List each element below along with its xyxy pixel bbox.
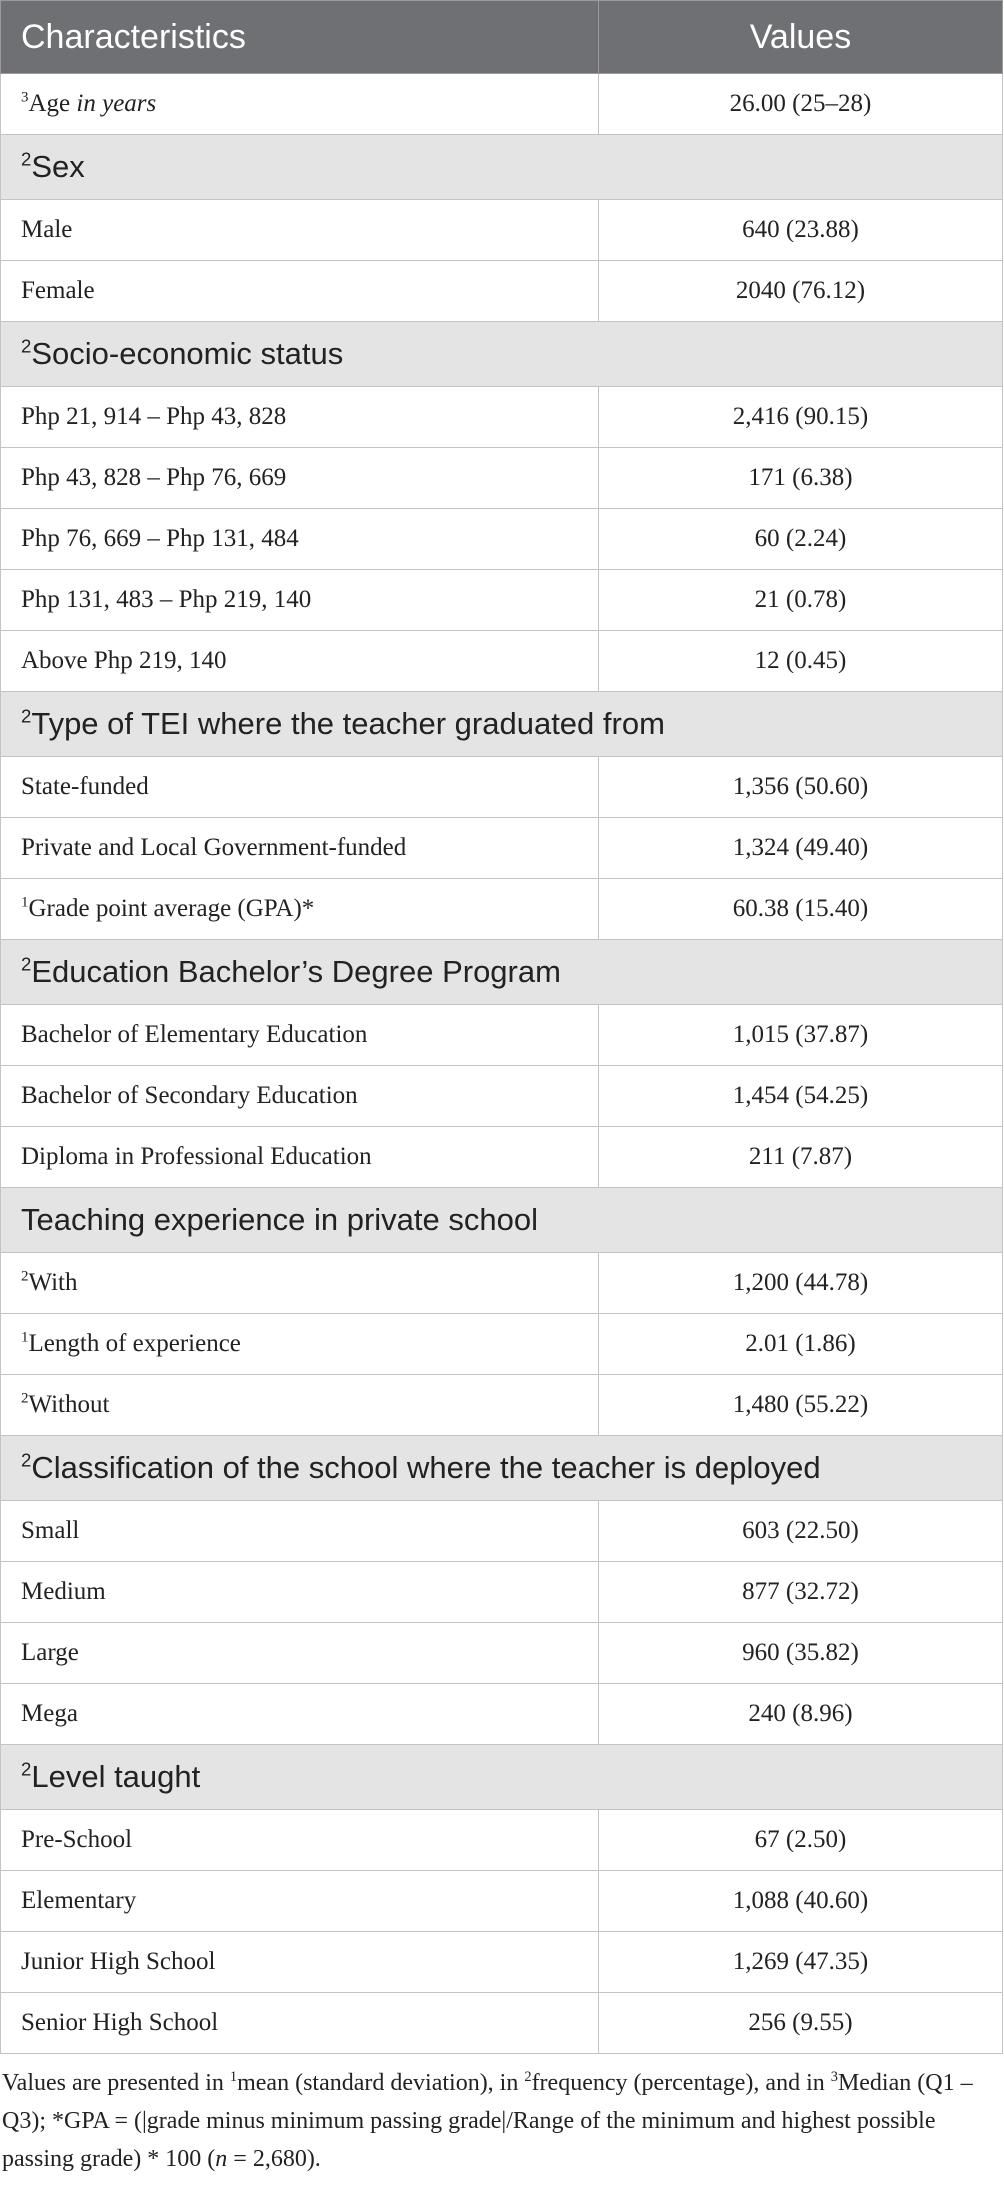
value-cell: 603 (22.50) [599, 1501, 1003, 1562]
value-cell: 12 (0.45) [599, 631, 1003, 692]
table-row [1, 74, 1003, 135]
characteristic-cell: $^1$Length of experience [1, 1314, 599, 1375]
table-row [1, 1684, 1003, 1745]
characteristic-cell: $^3$Age in years [1, 74, 599, 135]
characteristic-cell: Female [1, 261, 599, 322]
value-cell: 1,269 (47.35) [599, 1932, 1003, 1993]
characteristic-cell: Pre-School [1, 1810, 599, 1871]
characteristic-cell: Bachelor of Elementary Education [1, 1005, 599, 1066]
section-header-row [1, 322, 1003, 387]
characteristic-cell: $^2$Without [1, 1375, 599, 1436]
value-cell: 640 (23.88) [599, 200, 1003, 261]
value-cell: 877 (32.72) [599, 1562, 1003, 1623]
section-header-row [1, 940, 1003, 1005]
table-row [1, 1623, 1003, 1684]
value-cell: 26.00 (25–28) [599, 74, 1003, 135]
table-row [1, 1127, 1003, 1188]
section-header-row [1, 1436, 1003, 1501]
section-title: $^2$Type of TEI where the teacher graduated from [1, 692, 1003, 757]
characteristic-cell: Diploma in Professional Education [1, 1127, 599, 1188]
table-row [1, 1871, 1003, 1932]
table-row [1, 1005, 1003, 1066]
value-cell: 2040 (76.12) [599, 261, 1003, 322]
characteristic-cell: Php 76, 669 – Php 131, 484 [1, 509, 599, 570]
value-cell: 60.38 (15.40) [599, 879, 1003, 940]
value-cell: 1,454 (54.25) [599, 1066, 1003, 1127]
table-body [1, 74, 1003, 2054]
characteristic-cell: Medium [1, 1562, 599, 1623]
table-row [1, 1066, 1003, 1127]
section-header-row [1, 1745, 1003, 1810]
characteristic-cell: Junior High School [1, 1932, 599, 1993]
table-row [1, 1932, 1003, 1993]
characteristic-cell: Senior High School [1, 1993, 599, 2054]
characteristic-cell: Php 131, 483 – Php 219, 140 [1, 570, 599, 631]
value-cell: 1,480 (55.22) [599, 1375, 1003, 1436]
characteristic-cell: $^2$With [1, 1253, 599, 1314]
table-row [1, 261, 1003, 322]
characteristic-cell: Bachelor of Secondary Education [1, 1066, 599, 1127]
section-title: $^2$Socio-economic status [1, 322, 1003, 387]
table-row [1, 1562, 1003, 1623]
column-header-characteristics: Characteristics [1, 1, 599, 74]
table-row [1, 1993, 1003, 2054]
value-cell: 960 (35.82) [599, 1623, 1003, 1684]
section-title: $^2$Level taught [1, 1745, 1003, 1810]
value-cell: 2,416 (90.15) [599, 387, 1003, 448]
value-cell: 171 (6.38) [599, 448, 1003, 509]
section-header-row [1, 135, 1003, 200]
value-cell: 1,356 (50.60) [599, 757, 1003, 818]
table-row [1, 448, 1003, 509]
value-cell: 211 (7.87) [599, 1127, 1003, 1188]
table-row [1, 200, 1003, 261]
column-header-values: Values [599, 1, 1003, 74]
table-row [1, 387, 1003, 448]
characteristic-cell: Large [1, 1623, 599, 1684]
table-row [1, 757, 1003, 818]
characteristic-cell: Private and Local Government-funded [1, 818, 599, 879]
value-cell: 1,324 (49.40) [599, 818, 1003, 879]
section-title: Teaching experience in private school [1, 1188, 1003, 1253]
table-header-row [1, 1, 1003, 74]
section-title: $^2$Education Bachelor’s Degree Program [1, 940, 1003, 1005]
table-row [1, 1375, 1003, 1436]
section-header-row [1, 1188, 1003, 1253]
table-row [1, 509, 1003, 570]
section-header-row [1, 692, 1003, 757]
section-title: $^2$Sex [1, 135, 1003, 200]
section-title: $^2$Classification of the school where the teacher is deployed [1, 1436, 1003, 1501]
value-cell: 1,015 (37.87) [599, 1005, 1003, 1066]
table-row [1, 570, 1003, 631]
characteristic-cell: Small [1, 1501, 599, 1562]
table-row [1, 818, 1003, 879]
value-cell: 67 (2.50) [599, 1810, 1003, 1871]
table-row [1, 631, 1003, 692]
characteristic-cell: Php 43, 828 – Php 76, 669 [1, 448, 599, 509]
characteristic-cell: Above Php 219, 140 [1, 631, 599, 692]
characteristic-cell: Male [1, 200, 599, 261]
value-cell: 1,088 (40.60) [599, 1871, 1003, 1932]
table-footnote: Values are presented in $^1$mean (standard deviation), in $^2$frequency (percentage), and in $^3$Median (Q1 – Q3); *GPA = (|grade minus minimum passing grade|/Range of the minimum and highest possible passing grade) * 100 (n = 2,680). [2, 2069, 973, 2172]
table-row [1, 1314, 1003, 1375]
value-cell: 2.01 (1.86) [599, 1314, 1003, 1375]
value-cell: 240 (8.96) [599, 1684, 1003, 1745]
table-row [1, 879, 1003, 940]
value-cell: 21 (0.78) [599, 570, 1003, 631]
value-cell: 1,200 (44.78) [599, 1253, 1003, 1314]
value-cell: 256 (9.55) [599, 1993, 1003, 2054]
characteristic-cell: State-funded [1, 757, 599, 818]
table-row [1, 1810, 1003, 1871]
characteristic-cell: $^1$Grade point average (GPA)* [1, 879, 599, 940]
table-row [1, 1501, 1003, 1562]
value-cell: 60 (2.24) [599, 509, 1003, 570]
characteristic-cell: Elementary [1, 1871, 599, 1932]
table-row [1, 1253, 1003, 1314]
characteristic-cell: Mega [1, 1684, 599, 1745]
characteristic-cell: Php 21, 914 – Php 43, 828 [1, 387, 599, 448]
